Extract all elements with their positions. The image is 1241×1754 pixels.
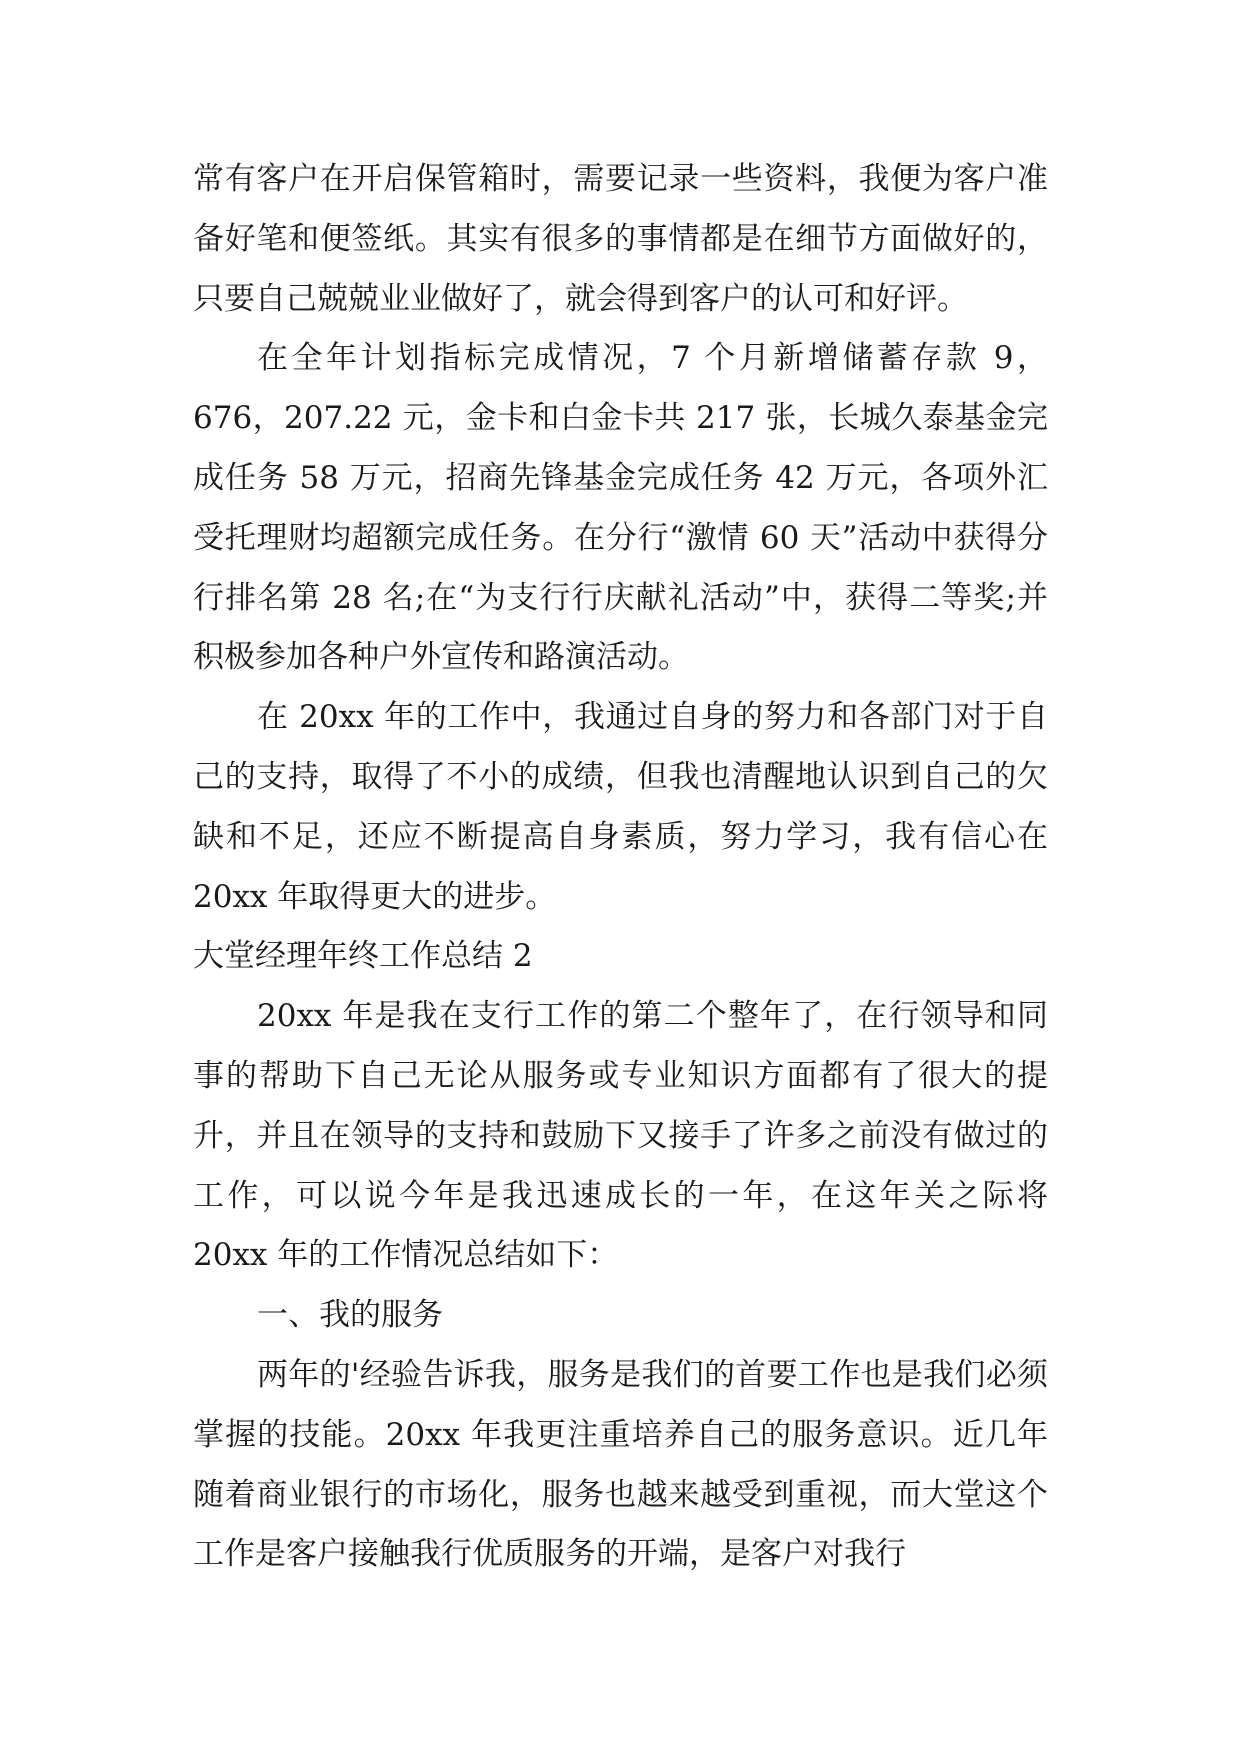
paragraph-safe-deposit: 常有客户在开启保管箱时，需要记录一些资料，我便为客户准备好笔和便签纸。其实有很多的事情都是在细节方面做好的，只要自己兢兢业业做好了，就会得到客户的认可和好评。 bbox=[193, 161, 1048, 317]
document-body bbox=[193, 150, 1048, 1585]
subheading-my-service: 一、我的服务 bbox=[257, 1297, 443, 1334]
paragraph-achievements: 在 20xx 年的工作中，我通过自身的努力和各部门对于自己的支持，取得了不小的成绩，但我也清醒地认识到自己的欠缺和不足，还应不断提高自身素质，努力学习，我有信心在 20xx 年取得更大的进步。 bbox=[193, 699, 1048, 915]
section-title: 大堂经理年终工作总结 2 bbox=[193, 938, 533, 975]
paragraph-service-experience: 两年的'经验告诉我，服务是我们的首要工作也是我们必须掌握的技能。20xx 年我更注重培养自己的服务意识。近几年随着商业银行的市场化，服务也越来越受到重视，而大堂这个工作是客户接触我行优质服务的开端，是客户对我行 bbox=[193, 1356, 1048, 1573]
paragraph-second-year: 20xx 年是我在支行工作的第二个整年了，在行领导和同事的帮助下自己无论从服务或专业知识方面都有了很大的提升，并且在领导的支持和鼓励下又接手了许多之前没有做过的工作，可以说今年是我迅速成长的一年，在这年关之际将 20xx 年的工作情况总结如下： bbox=[193, 998, 1048, 1274]
paragraph-annual-targets: 在全年计划指标完成情况，7 个月新增储蓄存款 9，676，207.22 元，金卡和白金卡共 217 张，长城久泰基金完成任务 58 万元，招商先锋基金完成任务 42 万元，各项外汇受托理财均超额完成任务。在分行“激情 60 天”活动中获得分行排名第 28 名;在“为支行行庆献礼活动”中，获得二等奖;并积极参加各种户外宣传和路演活动。 bbox=[193, 340, 1048, 676]
